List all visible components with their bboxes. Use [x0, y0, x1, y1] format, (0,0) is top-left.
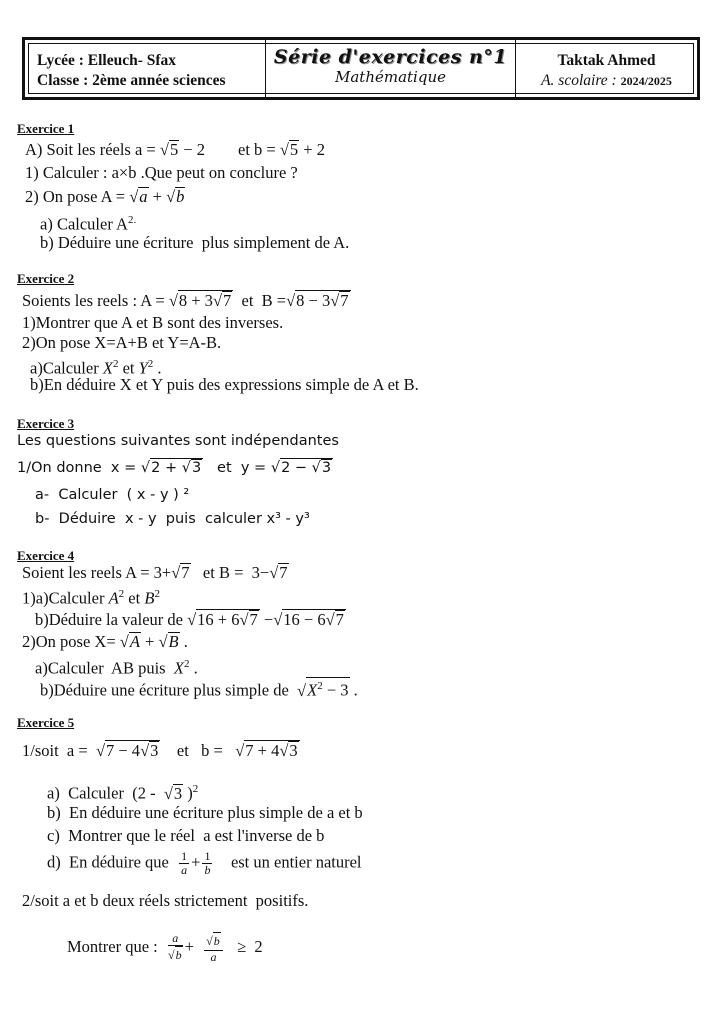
radicand [129, 632, 141, 650]
text-run: a)Calculer [30, 358, 103, 378]
square-root-expression [235, 740, 299, 761]
numerator [179, 850, 189, 864]
exercise-question [47, 826, 324, 846]
math-variable: b [176, 187, 185, 206]
exercise-question [22, 891, 308, 911]
text-run: 2)On pose X= [22, 632, 120, 651]
exponent: 2 [112, 358, 119, 370]
radicand [105, 740, 160, 759]
square-root-expression [187, 609, 260, 630]
exponent: 2. [127, 214, 137, 226]
radicand [168, 632, 180, 650]
square-root-expression [141, 458, 203, 478]
text-run: Soients les reels : A = [22, 291, 169, 310]
text-run: + 2 [299, 140, 325, 159]
exercise-question [22, 313, 283, 333]
text-run: et b = [160, 741, 236, 760]
math-variable: X [102, 358, 113, 378]
exercise-question [35, 509, 310, 529]
school-year-label: A. scolaire : [541, 72, 621, 89]
text-run: b- Déduire x - y puis calculer x³ - y³ [35, 511, 310, 527]
text-run: a) Calculer (2 - [47, 783, 164, 803]
text-run: 8 + 3 [178, 291, 213, 310]
exercise-question [35, 485, 189, 505]
teacher-name: Taktak Ahmed [557, 52, 656, 69]
header-title-block [266, 40, 516, 97]
radicand [289, 140, 299, 158]
text-run: 7 [335, 610, 344, 629]
radicand [213, 932, 221, 950]
text-run: 2/soit a et b deux réels strictement positifs. [22, 891, 309, 910]
exercise-question [22, 563, 289, 583]
math-variable: A [129, 632, 140, 651]
exercise-question [35, 609, 346, 630]
text-run: b) Déduire une écriture plus simplement de A. [40, 233, 350, 252]
math-variable: Y [138, 358, 148, 378]
text-run: 2)On pose X=A+B et Y=A-B. [22, 333, 222, 352]
fraction [168, 932, 183, 964]
math-variable: B [168, 632, 179, 651]
text-run: 3 [150, 741, 159, 760]
text-run: 1)a)Calculer [22, 588, 109, 608]
square-root-expression [158, 632, 179, 652]
exercise-question [22, 333, 221, 353]
radicand [280, 458, 333, 477]
text-run: 5 [289, 140, 299, 159]
fraction [202, 850, 212, 877]
text-run: 8 − 3 [296, 291, 331, 310]
square-root-expression [140, 741, 159, 759]
square-root-expression [312, 459, 332, 477]
text-run: et y = [203, 460, 271, 476]
exercise-question [40, 233, 349, 253]
exercise-question [25, 140, 325, 160]
text-run: 3 [173, 783, 183, 803]
text-run: d) En déduire que [47, 852, 178, 872]
numerator [204, 932, 223, 951]
exercise-question [35, 654, 198, 679]
text-run: 7 [249, 610, 258, 629]
text-run: . [179, 632, 188, 651]
text-run: 1/soit a = [22, 741, 96, 760]
text-run: b)Déduire une écriture plus simple de [40, 680, 298, 700]
square-root-expression [164, 784, 183, 804]
text-run: . [349, 680, 358, 700]
text-run: 2 + [151, 460, 182, 476]
math-variable: b [213, 934, 220, 948]
text-run: b)En déduire X et Y puis des expressions simple de A et B. [30, 375, 419, 394]
denominator [202, 864, 212, 877]
text-run: 1/On donne x = [17, 460, 141, 476]
radicand [196, 609, 260, 628]
text-run: − 2 et b = [179, 140, 280, 159]
text-run: c) Montrer que le réel a est l'inverse de b [47, 826, 325, 845]
square-root-expression [168, 946, 183, 964]
series-title: Série d'exercices n°1 [273, 46, 508, 68]
math-variable: a [210, 950, 217, 964]
square-root-expression [206, 932, 221, 950]
text-run: 1 [204, 849, 211, 863]
exercise-question [40, 210, 136, 235]
exercise-question [47, 779, 198, 804]
radicand [175, 946, 183, 964]
text-run: Montrer que : [67, 936, 166, 956]
square-root-expression [239, 610, 258, 628]
text-run: ) [183, 783, 193, 803]
text-run: + [148, 187, 167, 206]
radicand [150, 458, 203, 477]
text-run: . [189, 658, 198, 678]
math-variable: b [175, 948, 182, 962]
square-root-expression [279, 741, 298, 759]
text-run: a) Calculer A [40, 214, 128, 234]
exponent: 2 [154, 588, 160, 600]
exercise-question [67, 932, 263, 964]
radicand [249, 610, 259, 628]
text-run: 7 [223, 291, 232, 310]
exercise-question [25, 163, 298, 183]
math-variable: A [108, 588, 119, 608]
math-variable: b [204, 863, 211, 877]
radicand [191, 459, 202, 477]
exponent: 2 [183, 658, 190, 670]
radicand [138, 187, 148, 205]
text-run: 2) On pose A = [25, 187, 130, 206]
radicand [339, 291, 349, 309]
text-run: 7 [279, 563, 288, 582]
square-root-expression [96, 740, 160, 761]
text-run: 1 [181, 849, 188, 863]
square-root-expression [120, 632, 141, 652]
square-root-expression [269, 563, 288, 583]
text-run: a)Calculer AB puis [35, 658, 174, 678]
square-root-expression [182, 459, 202, 477]
exercise-question [22, 632, 188, 652]
radicand [222, 291, 232, 309]
text-run: 1) Calculer : a×b .Que peut on conclure ? [25, 163, 298, 182]
text-run: 16 + 6 [197, 610, 240, 629]
exercise-question [30, 375, 419, 395]
denominator [168, 946, 183, 964]
text-run: Soient les reels A = 3+ [22, 563, 172, 582]
text-run: 7 − 4 [106, 741, 141, 760]
square-root-expression [297, 677, 349, 701]
text-run: 3 [191, 460, 202, 476]
text-run: 1)Montrer que A et B sont des inverses. [22, 313, 284, 332]
school-name: Lycée : Elleuch- Sfax [37, 52, 177, 69]
radicand [173, 784, 183, 802]
text-run: et [118, 358, 139, 378]
fraction [204, 932, 223, 964]
text-run: 5 [169, 140, 179, 159]
numerator [202, 850, 212, 864]
exercise-title: Exercice 4 [17, 548, 75, 563]
text-run: 7 [181, 563, 190, 582]
exercise-title: Exercice 3 [17, 416, 75, 431]
text-run: 16 − 6 [283, 610, 326, 629]
text-run: 7 + 4 [245, 741, 280, 760]
text-run: + [140, 632, 159, 651]
exercise-question [47, 803, 363, 823]
exercise-question [25, 187, 185, 207]
math-variable: a [181, 863, 188, 877]
square-root-expression [271, 458, 333, 478]
square-root-expression [166, 187, 185, 207]
exercise-title: Exercice 2 [17, 271, 75, 286]
text-run: b) En déduire une écriture plus simple de a et b [47, 803, 363, 822]
radicand [306, 677, 349, 699]
exercise-question [47, 850, 362, 877]
square-root-expression [286, 290, 350, 311]
text-run: − [259, 610, 274, 629]
math-variable: X [173, 658, 184, 678]
radicand [282, 609, 346, 628]
radicand [288, 741, 298, 759]
square-root-expression [280, 140, 299, 160]
denominator [204, 951, 223, 964]
text-run: ≥ 2 [224, 936, 263, 956]
text-run: A) Soit les réels a = [25, 140, 160, 159]
radicand [180, 563, 190, 581]
radicand [149, 741, 159, 759]
radicand [278, 563, 288, 581]
text-run: et [124, 588, 145, 608]
text-run: Les questions suivantes sont indépendantes [17, 433, 339, 449]
text-run: b)Déduire la valeur de [35, 610, 188, 629]
square-root-expression [129, 187, 148, 207]
radicand [175, 187, 185, 205]
square-root-expression [169, 290, 233, 311]
text-run: et B = 3− [190, 563, 270, 582]
text-run: . [153, 358, 162, 378]
math-variable: B [144, 588, 155, 608]
exponent: 2 [192, 783, 199, 795]
denominator [179, 864, 189, 877]
text-run: 3 [289, 741, 298, 760]
school-year: 2024/2025 [620, 74, 672, 88]
radicand [244, 740, 299, 759]
exponent: 2 [147, 358, 154, 370]
document-header [22, 37, 700, 100]
radicand [295, 290, 350, 309]
radicand [169, 140, 179, 158]
exercise-question [17, 431, 339, 451]
header-school-info [25, 40, 266, 97]
exercise-question [22, 740, 300, 761]
square-root-expression [160, 140, 179, 160]
text-run: a- Calculer ( x - y ) ² [35, 487, 190, 503]
math-variable: X [307, 680, 318, 700]
math-variable: a [172, 931, 179, 945]
text-run: est un entier naturel [214, 852, 362, 872]
numerator [168, 932, 183, 946]
exercise-question [22, 584, 160, 609]
square-root-expression [273, 609, 346, 630]
text-run: − 3 [322, 680, 349, 700]
text-run: et B = [233, 291, 287, 310]
math-variable: a [139, 187, 148, 206]
text-run: 7 [340, 291, 349, 310]
square-root-expression [213, 291, 232, 309]
square-root-expression [330, 291, 349, 309]
radicand [178, 290, 233, 309]
exponent: 2 [118, 588, 125, 600]
text-run: + [191, 852, 201, 872]
radicand [321, 459, 332, 477]
exponent: 2 [317, 680, 323, 692]
class-name: Classe : 2ème année sciences [37, 72, 226, 89]
exercise-question [22, 290, 351, 311]
exercise-question [17, 458, 333, 478]
text-run: 3 [321, 460, 332, 476]
text-run: 2 − [281, 460, 312, 476]
text-run: + [184, 936, 203, 956]
square-root-expression [171, 563, 190, 583]
exercise-question [40, 677, 358, 701]
header-teacher-info [516, 40, 697, 97]
fraction [179, 850, 189, 877]
subject-name: Mathématique [335, 68, 446, 86]
exercise-title: Exercice 5 [17, 715, 75, 730]
radicand [335, 610, 345, 628]
square-root-expression [326, 610, 345, 628]
exercise-title: Exercice 1 [17, 121, 75, 136]
